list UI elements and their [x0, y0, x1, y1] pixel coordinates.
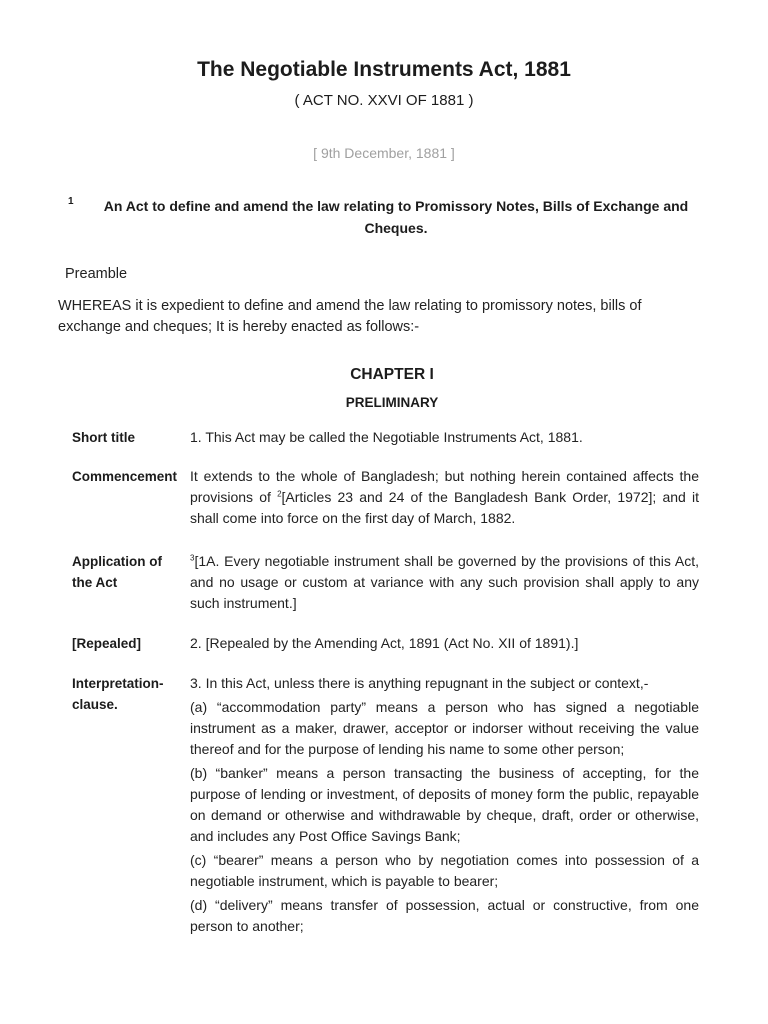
- margin-note: Commencement: [72, 469, 178, 484]
- section-text-part: [1A. Every negotiable instrument shall be governed by the provisions of this Act, and no usage or custom at variance with any such provision shall apply to any such instrument.]: [190, 553, 699, 611]
- preamble-text: WHEREAS it is expedient to define and amend the law relating to promissory notes, bills of exchange and cheques; It is hereby enacted as follows:-: [58, 298, 642, 335]
- clause-intro: 3. In this Act, unless there is anything repugnant in the subject or context,-: [190, 675, 649, 691]
- footnote-ref: 2: [277, 489, 282, 499]
- margin-note: Interpretation-clause.: [72, 676, 164, 712]
- section-text: 1. This Act may be called the Negotiable Instruments Act, 1881.: [190, 429, 583, 445]
- section-text: 2. [Repealed by the Amending Act, 1891 (Act No. XII of 1891).]: [190, 635, 579, 651]
- long-title: An Act to define and amend the law relating to Promissory Notes, Bills of Exchange and Cheques.: [103, 198, 689, 236]
- section-text-part: It extends to the whole of Bangladesh; but nothing herein contained affects the provisions of: [190, 468, 699, 505]
- act-title: The Negotiable Instruments Act, 1881: [197, 58, 571, 81]
- margin-note: [Repealed]: [72, 636, 142, 651]
- chapter-heading: CHAPTER I: [350, 366, 434, 383]
- section-text-part: [Articles 23 and 24 of the Bangladesh Bank Order, 1972]; and it shall come into force on the first day of March, 1882.: [190, 489, 700, 526]
- clause-a: (a) “accommodation party” means a person who has signed a negotiable instrument as a maker, drawer, acceptor or indorser without receiving the value thereof and for the purpose of lending his name to some other person;: [190, 699, 699, 757]
- section-text: [190, 673, 699, 940]
- act-date: [ 9th December, 1881 ]: [313, 145, 455, 161]
- clause-d: (d) “delivery” means transfer of possession, actual or constructive, from one person to another;: [190, 897, 699, 934]
- margin-note: Application of the Act: [72, 554, 162, 590]
- act-number: ( ACT NO. XXVI OF 1881 ): [294, 92, 474, 109]
- section-text: [190, 466, 699, 529]
- chapter-title: PRELIMINARY: [345, 395, 439, 410]
- clause-b: (b) “banker” means a person transacting the business of accepting, for the purpose of lending or investment, of deposits of money form the public, repayable on demand or otherwise and withdrawable by cheque, draft, order or otherwise, and includes any Post Office Savings Bank;: [190, 765, 699, 844]
- clause-c: (c) “bearer” means a person who by negotiation comes into possession of a negotiable instrument, which is payable to bearer;: [190, 852, 699, 889]
- margin-note: Short title: [72, 430, 135, 445]
- section-text: [190, 551, 699, 614]
- footnote-marker: 1: [68, 196, 74, 207]
- preamble-label: Preamble: [65, 266, 128, 282]
- footnote-ref: 3: [190, 553, 195, 563]
